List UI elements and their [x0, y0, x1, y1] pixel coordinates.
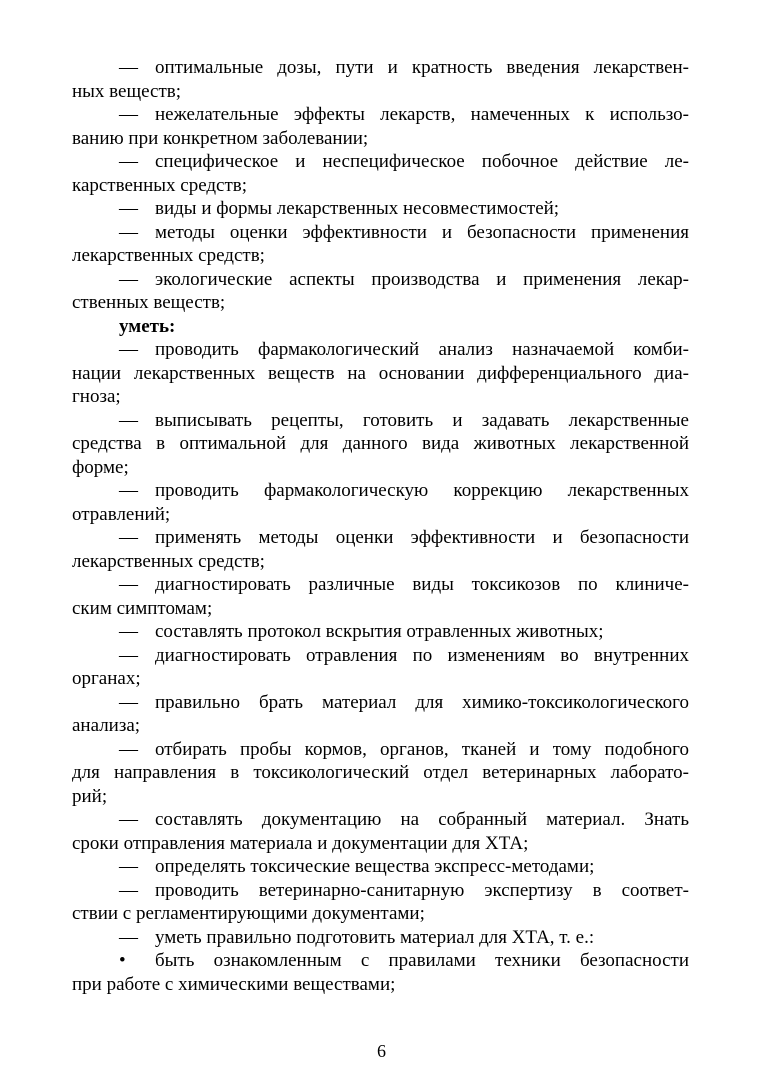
dash-marker: — — [119, 151, 138, 172]
list-item-text: определять токсические вещества экспресс-методами; — [155, 856, 595, 877]
list-item-continuation: рий; — [72, 785, 108, 807]
dash-marker: — — [119, 856, 138, 877]
list-item-text: правильно брать материал для химико-токсикологического — [155, 691, 689, 713]
list-item-text: составлять протокол вскрытия отравленных животных; — [155, 621, 604, 642]
dash-marker: — — [119, 480, 138, 501]
list-item-text: применять методы оценки эффективности и безопасности — [155, 527, 689, 548]
list-item-continuation: ствии с регламентирующими документами; — [72, 903, 425, 924]
dash-marker: — — [119, 738, 138, 760]
list-item — [72, 526, 689, 550]
list-item-text: виды и формы лекарственных несовместимостей; — [155, 198, 560, 219]
list-item — [72, 855, 689, 879]
list-item-continuation: средства в оптимальной для данного вида животных лекарственной — [72, 433, 689, 454]
list-item — [72, 879, 689, 903]
list-item-continuation: органах; — [72, 668, 141, 689]
dash-marker: — — [119, 691, 138, 713]
list-item-text: быть ознакомленным с правилами техники безопасности — [155, 950, 689, 971]
list-item-text: методы оценки эффективности и безопасности применения — [155, 221, 689, 243]
list-item-continuation: сроки отправления материала и документации для ХТА; — [72, 832, 529, 854]
list-item — [72, 56, 689, 80]
dash-marker: — — [119, 809, 138, 830]
list-item — [72, 150, 689, 174]
dash-marker: — — [119, 409, 138, 431]
list-item — [72, 949, 689, 973]
list-item-text: диагностировать отравления по изменениям во внутренних — [155, 644, 689, 666]
list-item — [72, 268, 689, 292]
list-item-continuation: анализа; — [72, 715, 141, 736]
list-item-continuation: лекарственных средств; — [72, 245, 265, 266]
list-item — [72, 691, 689, 715]
dash-marker: — — [119, 879, 138, 901]
list-item — [72, 573, 689, 597]
dash-marker: — — [119, 644, 138, 666]
list-item-continuation: при работе с химическими веществами; — [72, 973, 396, 995]
list-item — [72, 338, 689, 362]
dash-marker: — — [119, 57, 138, 78]
dash-marker: — — [119, 527, 138, 548]
list-item — [72, 620, 689, 644]
dash-marker: — — [119, 221, 138, 243]
list-item-text: уметь правильно подготовить материал для ХТА, т. е.: — [155, 926, 595, 948]
dash-marker: — — [119, 621, 138, 642]
list-item-text: проводить фармакологическую коррекцию лекарственных — [155, 480, 689, 501]
list-item-text: оптимальные дозы, пути и кратность введения лекарствен- — [155, 57, 689, 78]
dash-marker: — — [119, 926, 138, 948]
list-item-text: отбирать пробы кормов, органов, тканей и тому подобного — [155, 738, 689, 760]
list-item-continuation: ским симптомам; — [72, 597, 213, 619]
list-item-continuation: лекарственных средств; — [72, 550, 265, 572]
list-item-continuation: ных веществ; — [72, 80, 181, 102]
list-item — [72, 221, 689, 245]
bullet-marker: • — [119, 950, 126, 971]
list-item-text: специфическое и неспецифическое побочное действие ле- — [155, 151, 689, 172]
list-item — [72, 926, 689, 950]
list-item — [72, 479, 689, 503]
dash-marker: — — [119, 104, 138, 125]
text-block — [72, 56, 689, 996]
dash-marker: — — [119, 268, 138, 290]
section-heading: уметь: — [119, 315, 176, 337]
list-item — [72, 644, 689, 668]
list-item-continuation: форме; — [72, 456, 129, 478]
list-item-continuation: отравлений; — [72, 503, 171, 525]
list-item — [72, 103, 689, 127]
list-item — [72, 409, 689, 433]
list-item — [72, 808, 689, 832]
list-item-continuation: ственных веществ; — [72, 292, 226, 313]
list-item-continuation: для направления в токсикологический отдел ветеринарных лаборато- — [72, 762, 689, 783]
list-item — [72, 738, 689, 762]
list-item-text: составлять документацию на собранный материал. Знать — [155, 809, 689, 830]
dash-marker: — — [119, 574, 138, 595]
list-item-text: нежелательные эффекты лекарств, намеченных к использо- — [155, 104, 689, 125]
list-item-text: выписывать рецепты, готовить и задавать лекарственные — [155, 409, 689, 431]
dash-marker: — — [119, 198, 138, 219]
list-item-continuation: гноза; — [72, 386, 121, 407]
dash-marker: — — [119, 339, 138, 360]
list-item-continuation: ванию при конкретном заболевании; — [72, 127, 369, 149]
list-item-text: проводить ветеринарно-санитарную экспертизу в соответ- — [155, 879, 689, 901]
list-item-text: диагностировать различные виды токсикозов по клиниче- — [155, 574, 689, 595]
list-item-text: проводить фармакологический анализ назначаемой комби- — [155, 339, 689, 360]
page-number: 6 — [377, 1041, 386, 1061]
list-item-continuation: карственных средств; — [72, 174, 248, 196]
list-item-text: экологические аспекты производства и применения лекар- — [155, 268, 689, 290]
list-item — [72, 197, 689, 221]
list-item-continuation: нации лекарственных веществ на основании дифференциального диа- — [72, 362, 689, 384]
